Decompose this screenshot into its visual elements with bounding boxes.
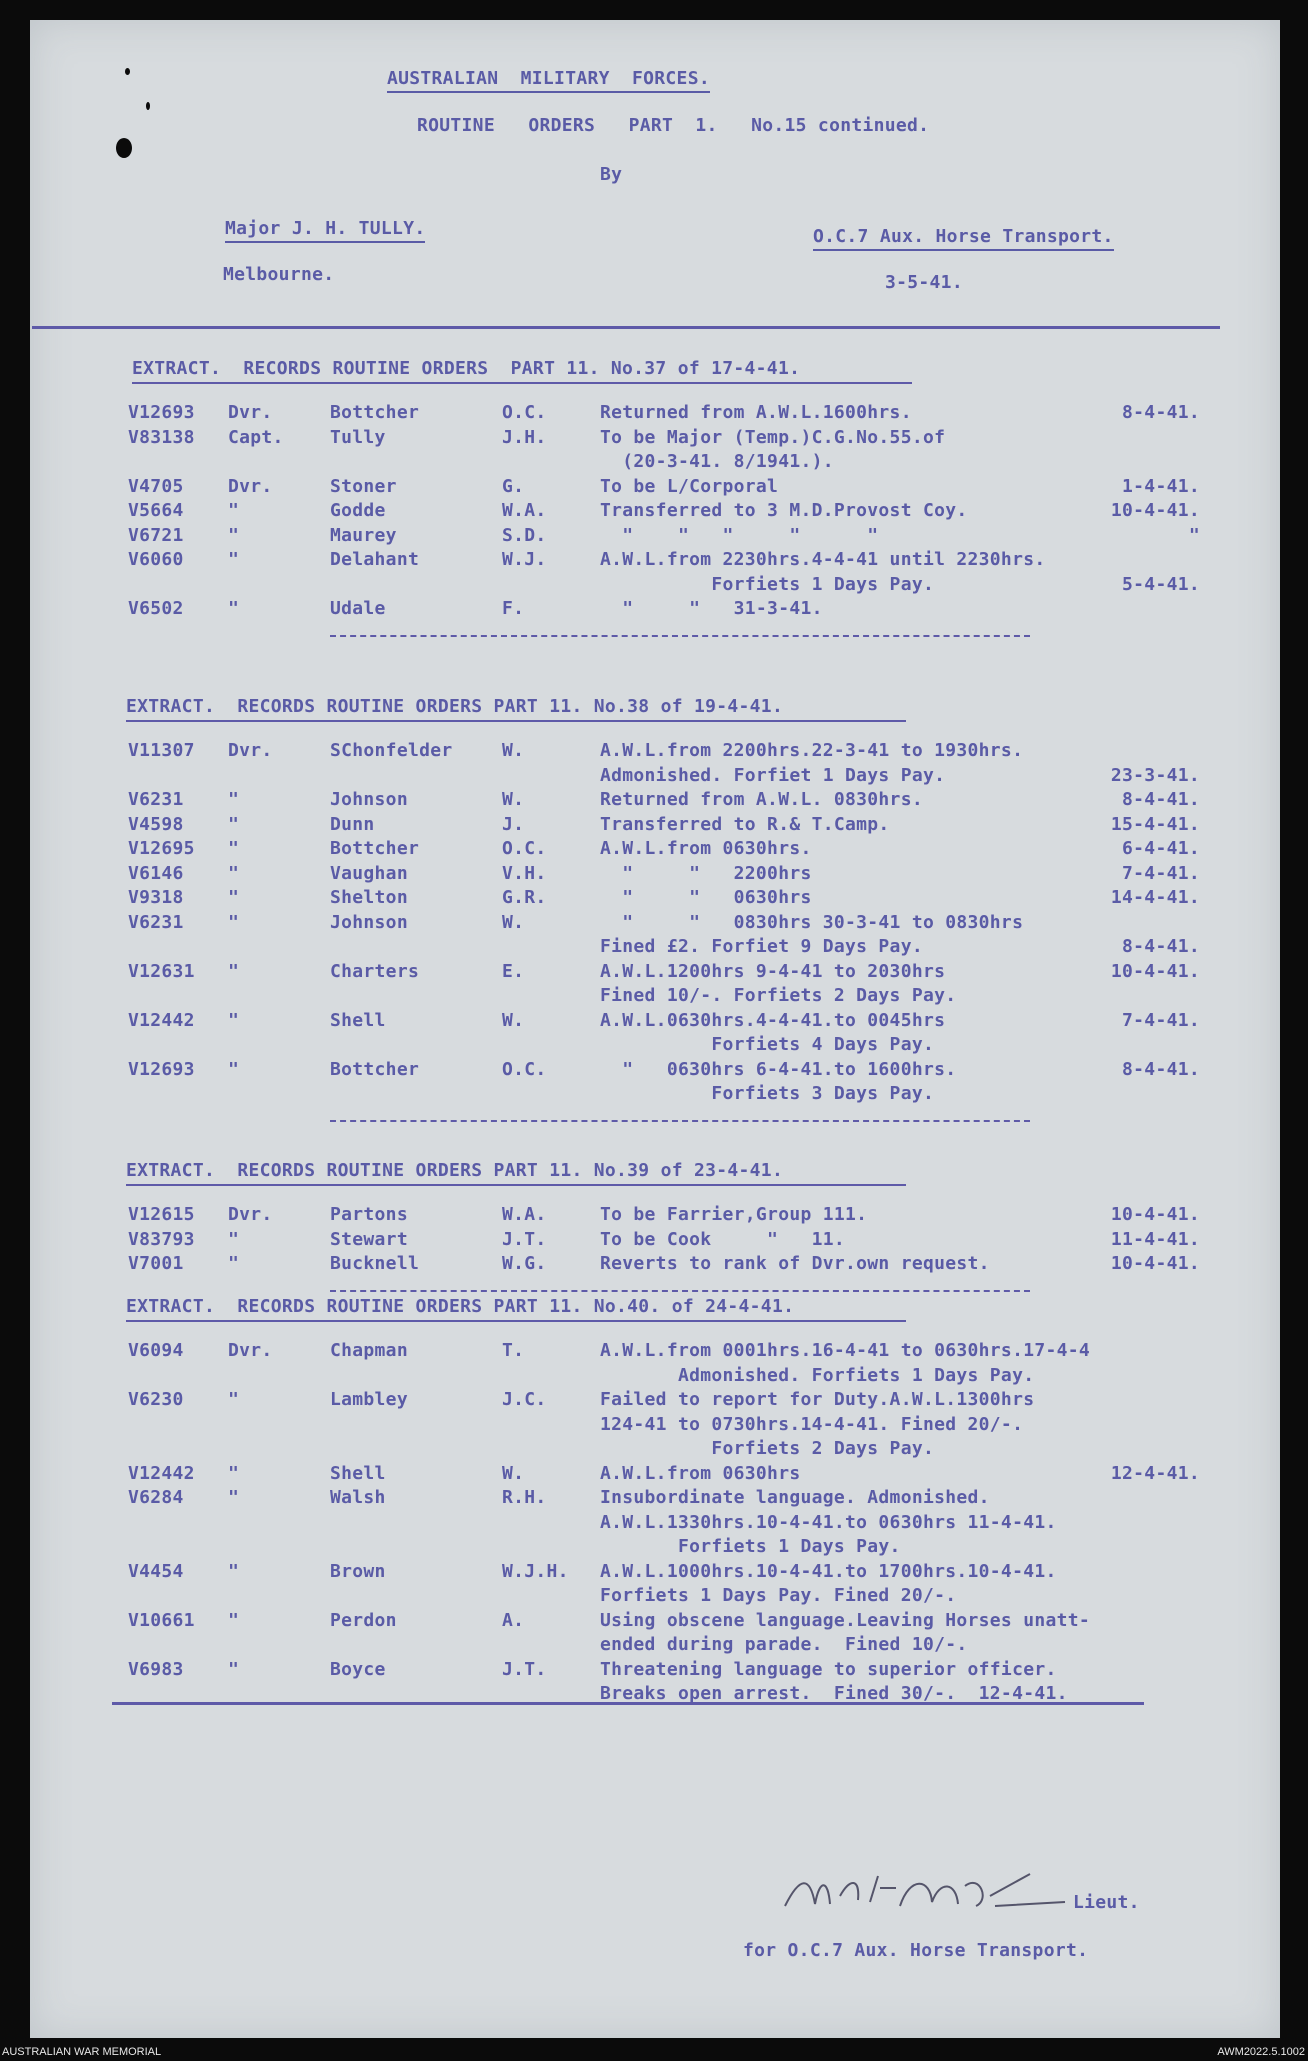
entry-no: V6721: [128, 524, 184, 546]
order-entry: [30, 500, 1280, 524]
punch-hole: [125, 68, 130, 75]
entry-init: J.H.: [502, 426, 547, 448]
section-heading: EXTRACT. RECORDS ROUTINE ORDERS PART 11. No.39 of 23-4-41.: [126, 1160, 784, 1181]
order-entry: [30, 1512, 1280, 1536]
order-entry: [30, 1204, 1280, 1228]
entry-rank: ": [228, 1609, 240, 1631]
entry-text: Transferred to 3 M.D.Provost Coy.: [600, 500, 968, 521]
issue-date: 3-5-41.: [885, 272, 963, 293]
entry-name: Shelton: [330, 887, 408, 908]
entry-text: Returned from A.W.L. 0830hrs.: [600, 789, 923, 810]
entry-date: ": [1188, 524, 1200, 546]
entry-name: Stoner: [330, 475, 397, 497]
section-separator: [330, 635, 1030, 637]
entry-init: V.H.: [502, 862, 547, 884]
entry-date: 12-4-41.: [1110, 1462, 1200, 1484]
closing-rule: [112, 1702, 1144, 1705]
entry-name: Bottcher: [330, 1058, 420, 1080]
entry-text: Forfiets 1 Days Pay.: [600, 1536, 901, 1557]
order-entry: [30, 1083, 1280, 1107]
order-entry: [30, 814, 1280, 838]
entry-date: 11-4-41.: [1110, 1228, 1200, 1250]
entry-rank: ": [228, 838, 240, 859]
order-entry: [30, 476, 1280, 500]
entry-no: V7001: [128, 1253, 184, 1274]
entry-text: To be Cook " 11.: [600, 1228, 846, 1250]
order-entry: [30, 1059, 1280, 1083]
entry-init: O.C.: [502, 1058, 547, 1080]
entry-date: 5-4-41.: [1122, 573, 1200, 595]
entry-text: A.W.L.0630hrs.4-4-41.to 0045hrs: [600, 1009, 946, 1031]
entry-init: W.A.: [502, 500, 547, 521]
entry-text: Transferred to R.& T.Camp.: [600, 813, 890, 835]
entry-text: " " 0630hrs: [600, 887, 812, 908]
punch-hole: [146, 102, 150, 110]
entry-init: G.R.: [502, 887, 547, 908]
entry-date: 8-4-41.: [1122, 402, 1200, 423]
entry-text: A.W.L.1330hrs.10-4-41.to 0630hrs 11-4-41.: [600, 1511, 1057, 1533]
entry-no: V12695: [128, 838, 195, 859]
entry-init: S.D.: [502, 524, 547, 546]
entry-text: 124-41 to 0730hrs.14-4-41. Fined 20/-.: [600, 1413, 1024, 1435]
entry-text: A.W.L.from 2230hrs.4-4-41 until 2230hrs.: [600, 549, 1046, 570]
order-entry: [30, 1487, 1280, 1511]
entry-date: 8-4-41.: [1122, 1058, 1200, 1080]
section-heading: EXTRACT. RECORDS ROUTINE ORDERS PART 11. No.40. of 24-4-41.: [126, 1296, 795, 1317]
order-entry: [30, 549, 1280, 573]
entry-init: T.: [502, 1340, 525, 1361]
entry-rank: ": [228, 1058, 240, 1080]
entry-rank: Dvr.: [228, 1204, 273, 1225]
entry-no: V6094: [128, 1340, 184, 1361]
entry-no: V5664: [128, 500, 184, 521]
entry-init: W.: [502, 911, 525, 933]
entry-rank: ": [228, 887, 240, 908]
section-separator: [330, 1120, 1030, 1122]
entry-init: W.J.: [502, 549, 547, 570]
order-entry: [30, 1634, 1280, 1658]
entry-name: Chapman: [330, 1340, 408, 1361]
entry-no: V12693: [128, 402, 195, 423]
entry-no: V12631: [128, 960, 195, 982]
entry-rank: ": [228, 1462, 240, 1484]
entry-init: E.: [502, 960, 525, 982]
order-entry: [30, 451, 1280, 475]
entry-text: (20-3-41. 8/1941.).: [600, 451, 834, 472]
entry-rank: Dvr.: [228, 1340, 273, 1361]
section-heading: EXTRACT. RECORDS ROUTINE ORDERS PART 11. No.38 of 19-4-41.: [126, 696, 784, 717]
entry-text: A.W.L.from 0630hrs.: [600, 838, 812, 859]
entry-rank: Capt.: [228, 426, 284, 448]
entry-date: 15-4-41.: [1110, 813, 1200, 835]
entry-text: Fined 10/-. Forfiets 2 Days Pay.: [600, 985, 957, 1006]
entry-text: A.W.L.1200hrs 9-4-41 to 2030hrs: [600, 960, 946, 982]
order-entry: [30, 838, 1280, 862]
entry-text: Threatening language to superior officer.: [600, 1658, 1057, 1680]
entry-init: J.T.: [502, 1658, 547, 1680]
entry-init: W.J.H.: [502, 1560, 569, 1582]
entry-text: Breaks open arrest. Fined 30/-. 12-4-41.: [600, 1683, 1068, 1704]
section-separator: [330, 1290, 1030, 1292]
entry-rank: ": [228, 813, 240, 835]
archive-credit: AUSTRALIAN WAR MEMORIAL: [2, 2046, 162, 2058]
entry-rank: ": [228, 1253, 240, 1274]
entry-rank: ": [228, 598, 240, 619]
entry-name: Shell: [330, 1009, 386, 1031]
order-entry: [30, 1010, 1280, 1034]
entry-text: " " 0830hrs 30-3-41 to 0830hrs: [600, 911, 1024, 933]
entry-date: 14-4-41.: [1110, 887, 1200, 908]
entry-text: Failed to report for Duty.A.W.L.1300hrs: [600, 1389, 1035, 1410]
entry-text: Forfiets 3 Days Pay.: [600, 1083, 935, 1104]
entry-name: Lambley: [330, 1389, 408, 1410]
entry-name: Charters: [330, 960, 420, 982]
entry-no: V12442: [128, 1462, 195, 1484]
section-heading-underline: [126, 1184, 906, 1186]
entry-name: Bucknell: [330, 1253, 420, 1274]
signature-unit: for O.C.7 Aux. Horse Transport.: [743, 1940, 1089, 1961]
entry-init: W.: [502, 740, 525, 761]
entry-no: V83793: [128, 1228, 195, 1250]
order-entry: [30, 1463, 1280, 1487]
entry-rank: Dvr.: [228, 475, 273, 497]
entry-name: Godde: [330, 500, 386, 521]
punch-hole: [116, 138, 132, 158]
entry-text: ended during parade. Fined 10/-.: [600, 1634, 968, 1655]
entry-text: Forfiets 1 Days Pay. Fined 20/-.: [600, 1585, 957, 1606]
by-label: By: [600, 164, 623, 185]
entry-date: 10-4-41.: [1110, 1204, 1200, 1225]
entry-name: Stewart: [330, 1228, 408, 1250]
entry-init: A.: [502, 1609, 525, 1631]
order-entry: [30, 525, 1280, 549]
order-entry: [30, 402, 1280, 426]
handwritten-signature: [780, 1866, 1080, 1926]
entry-date: 10-4-41.: [1110, 960, 1200, 982]
entry-init: G.: [502, 475, 525, 497]
entry-text: To be Major (Temp.)C.G.No.55.of: [600, 426, 946, 448]
order-entry: [30, 574, 1280, 598]
document-title: AUSTRALIAN MILITARY FORCES.: [387, 68, 710, 93]
order-entry: [30, 765, 1280, 789]
order-entry: [30, 1536, 1280, 1560]
archive-reference: AWM2022.5.1002: [1217, 2046, 1305, 2058]
entry-no: V11307: [128, 740, 195, 761]
entry-text: " " " " ": [600, 524, 879, 546]
signature-title: Lieut.: [1073, 1892, 1140, 1913]
entry-no: V9318: [128, 887, 184, 908]
entry-rank: ": [228, 789, 240, 810]
order-entry: [30, 936, 1280, 960]
entry-rank: ": [228, 549, 240, 570]
entry-init: F.: [502, 598, 525, 619]
entry-no: V6146: [128, 862, 184, 884]
entry-rank: Dvr.: [228, 402, 273, 423]
section-heading-underline: [126, 1320, 906, 1322]
entry-no: V6231: [128, 911, 184, 933]
entry-rank: ": [228, 1487, 240, 1508]
order-entry: [30, 912, 1280, 936]
issuer-unit: O.C.7 Aux. Horse Transport.: [813, 226, 1114, 251]
routine-orders-line: ROUTINE ORDERS PART 1. No.15 continued.: [417, 115, 930, 136]
order-entry: [30, 789, 1280, 813]
section-heading-underline: [126, 720, 906, 722]
entry-rank: ": [228, 1389, 240, 1410]
order-entry: [30, 863, 1280, 887]
entry-init: W.: [502, 1462, 525, 1484]
entry-text: Using obscene language.Leaving Horses unatt-: [600, 1609, 1091, 1631]
entry-date: 7-4-41.: [1122, 1009, 1200, 1031]
entry-init: W.: [502, 1009, 525, 1031]
entry-name: Tully: [330, 426, 386, 448]
entry-name: Udale: [330, 598, 386, 619]
entry-no: V12442: [128, 1009, 195, 1031]
order-entry: [30, 1365, 1280, 1389]
place: Melbourne.: [223, 264, 335, 285]
entry-text: " " 2200hrs: [600, 862, 812, 884]
entry-rank: ": [228, 1658, 240, 1680]
entry-text: Forfiets 4 Days Pay.: [600, 1034, 935, 1055]
entry-date: 8-4-41.: [1122, 789, 1200, 810]
entry-text: Admonished. Forfiets 1 Days Pay.: [600, 1364, 1035, 1386]
entry-no: V4598: [128, 813, 184, 835]
entry-name: Maurey: [330, 524, 397, 546]
entry-name: Brown: [330, 1560, 386, 1582]
issuer-name: Major J. H. TULLY.: [225, 218, 425, 243]
entry-init: W.G.: [502, 1253, 547, 1274]
entry-rank: ": [228, 1560, 240, 1582]
entry-no: V6983: [128, 1658, 184, 1680]
entry-rank: ": [228, 1228, 240, 1250]
entry-name: Walsh: [330, 1487, 386, 1508]
entry-name: Bottcher: [330, 402, 420, 423]
entry-init: J.C.: [502, 1389, 547, 1410]
entry-date: 7-4-41.: [1122, 862, 1200, 884]
entry-name: Johnson: [330, 789, 408, 810]
entry-name: Boyce: [330, 1658, 386, 1680]
entry-date: 10-4-41.: [1110, 500, 1200, 521]
entry-text: Insubordinate language. Admonished.: [600, 1487, 990, 1508]
entry-name: Shell: [330, 1462, 386, 1484]
order-entry: [30, 1253, 1280, 1277]
entry-rank: ": [228, 500, 240, 521]
order-entry: [30, 1585, 1280, 1609]
order-entry: [30, 740, 1280, 764]
entry-no: V6284: [128, 1487, 184, 1508]
entry-init: W.A.: [502, 1204, 547, 1225]
entry-text: Forfiets 1 Days Pay.: [600, 573, 935, 595]
entry-no: V6230: [128, 1389, 184, 1410]
order-entry: [30, 1561, 1280, 1585]
entry-text: A.W.L.from 0001hrs.16-4-41 to 0630hrs.17-4-4: [600, 1340, 1091, 1361]
entry-text: A.W.L.from 0630hrs: [600, 1462, 801, 1484]
entry-name: Bottcher: [330, 838, 420, 859]
order-entry: [30, 427, 1280, 451]
entry-text: Admonished. Forfiet 1 Days Pay.: [600, 764, 946, 786]
entry-init: J.: [502, 813, 525, 835]
document-page: [30, 20, 1280, 2038]
entry-rank: ": [228, 1009, 240, 1031]
entry-text: A.W.L.1000hrs.10-4-41.to 1700hrs.10-4-41.: [600, 1560, 1057, 1582]
entry-text: " 0630hrs 6-4-41.to 1600hrs.: [600, 1058, 957, 1080]
entry-rank: ": [228, 524, 240, 546]
entry-text: Reverts to rank of Dvr.own request.: [600, 1253, 990, 1274]
entry-name: Johnson: [330, 911, 408, 933]
order-entry: [30, 1034, 1280, 1058]
entry-init: W.: [502, 789, 525, 810]
entry-date: 23-3-41.: [1110, 764, 1200, 786]
entry-text: To be L/Corporal: [600, 475, 779, 497]
order-entry: [30, 985, 1280, 1009]
entry-no: V6060: [128, 549, 184, 570]
entry-text: " " 31-3-41.: [600, 598, 823, 619]
order-entry: [30, 1340, 1280, 1364]
entry-init: O.C.: [502, 838, 547, 859]
entry-no: V6231: [128, 789, 184, 810]
entry-no: V12615: [128, 1204, 195, 1225]
entry-no: V6502: [128, 598, 184, 619]
entry-no: V4705: [128, 475, 184, 497]
entry-text: Forfiets 2 Days Pay.: [600, 1438, 935, 1459]
order-entry: [30, 1414, 1280, 1438]
entry-name: Vaughan: [330, 862, 408, 884]
entry-init: O.C.: [502, 402, 547, 423]
entry-name: Perdon: [330, 1609, 397, 1631]
entry-text: Fined £2. Forfiet 9 Days Pay.: [600, 936, 923, 957]
entry-text: A.W.L.from 2200hrs.22-3-41 to 1930hrs.: [600, 740, 1024, 761]
entry-rank: ": [228, 862, 240, 884]
order-entry: [30, 961, 1280, 985]
order-entry: [30, 1229, 1280, 1253]
order-entry: [30, 887, 1280, 911]
entry-text: Returned from A.W.L.1600hrs.: [600, 402, 912, 423]
entry-rank: ": [228, 911, 240, 933]
entry-no: V4454: [128, 1560, 184, 1582]
entry-date: 1-4-41.: [1122, 475, 1200, 497]
order-entry: [30, 1659, 1280, 1683]
entry-no: V83138: [128, 426, 195, 448]
entry-date: 8-4-41.: [1122, 936, 1200, 957]
entry-no: V10661: [128, 1609, 195, 1631]
entry-init: J.T.: [502, 1228, 547, 1250]
entry-rank: ": [228, 960, 240, 982]
entry-init: R.H.: [502, 1487, 547, 1508]
order-entry: [30, 1389, 1280, 1413]
entry-text: To be Farrier,Group 111.: [600, 1204, 868, 1225]
section-heading: EXTRACT. RECORDS ROUTINE ORDERS PART 11. No.37 of 17-4-41.: [132, 358, 801, 379]
entry-name: Delahant: [330, 549, 420, 570]
header-rule: [32, 326, 1220, 329]
section-heading-underline: [132, 382, 912, 384]
entry-no: V12693: [128, 1058, 195, 1080]
order-entry: [30, 1438, 1280, 1462]
entry-name: Partons: [330, 1204, 408, 1225]
entry-date: 10-4-41.: [1110, 1253, 1200, 1274]
entry-name: SChonfelder: [330, 740, 453, 761]
entry-rank: Dvr.: [228, 740, 273, 761]
entry-name: Dunn: [330, 813, 375, 835]
order-entry: [30, 1610, 1280, 1634]
entry-date: 6-4-41.: [1122, 838, 1200, 859]
order-entry: [30, 598, 1280, 622]
